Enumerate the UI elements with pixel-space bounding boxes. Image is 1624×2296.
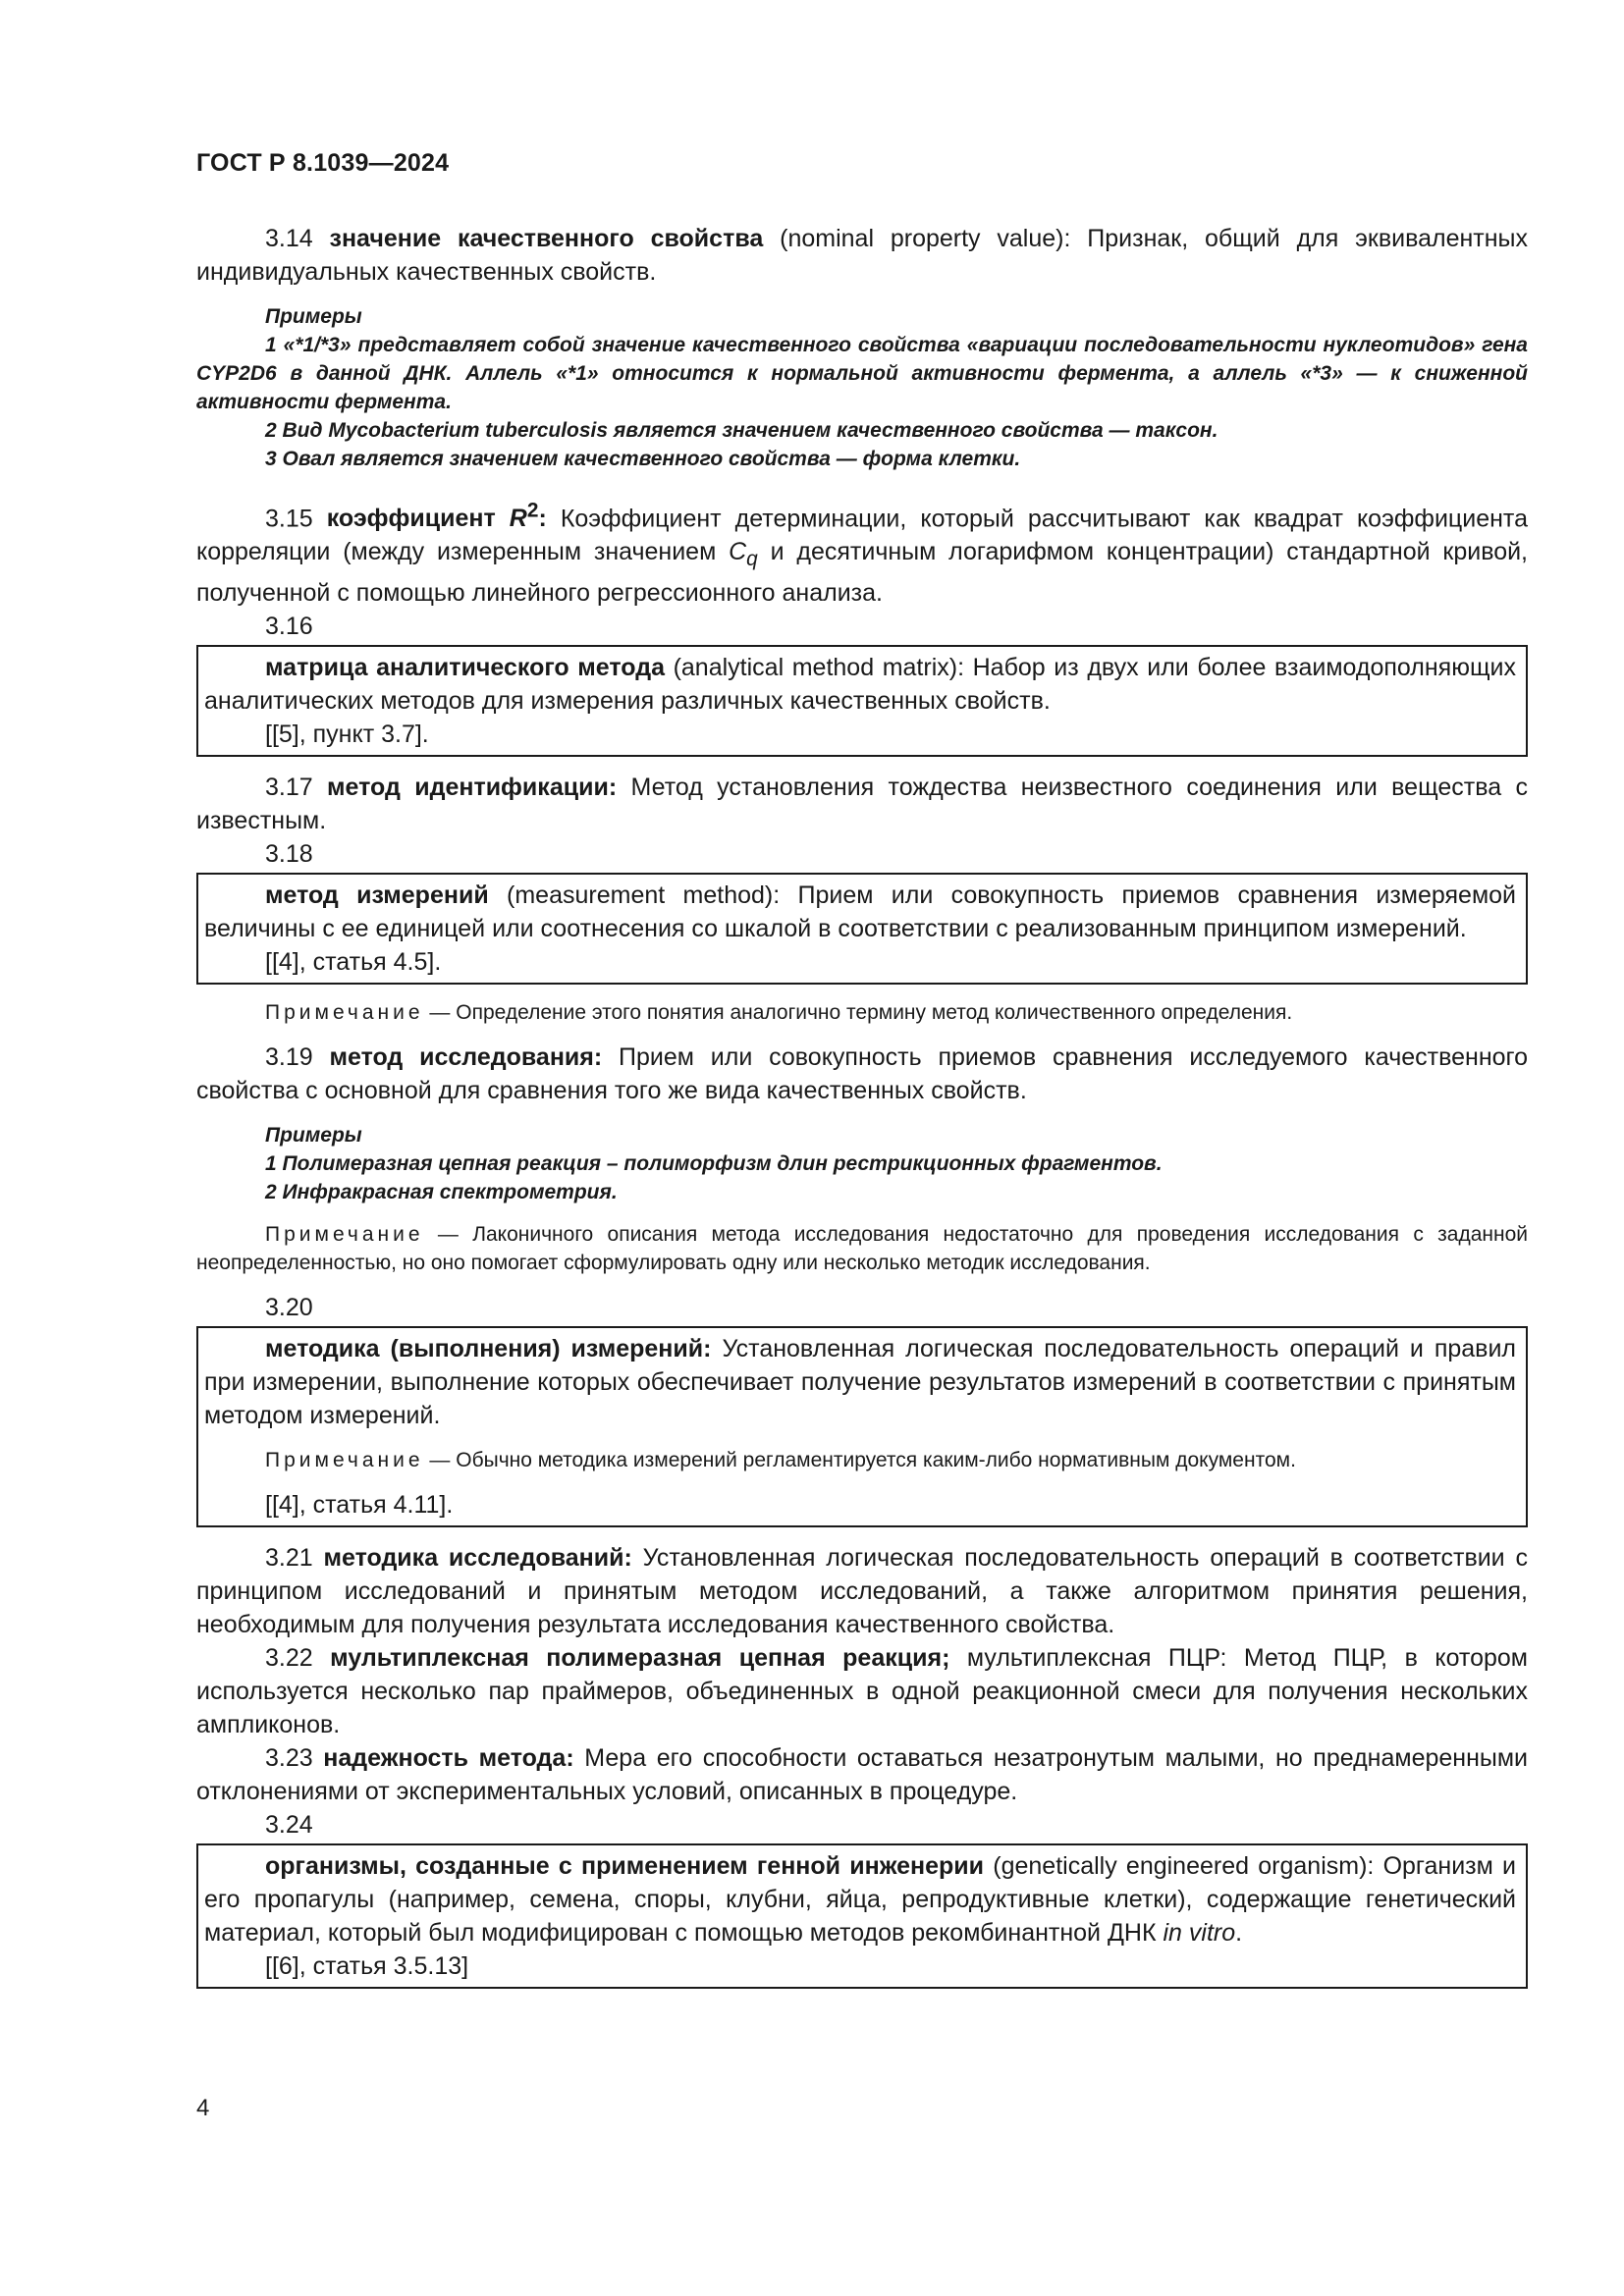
entry-3-18: [204, 879, 1516, 945]
entry-definition: Мера его способности оставаться незатронутым малыми, но преднамеренными отклонениями от экспериментальных условий, описанных в процедуре.: [196, 1744, 1529, 1806]
entry-note: Примечание — Обычно методика измерений регламентируется каким-либо нормативным документом.: [265, 1449, 1296, 1472]
example-item: 2 Инфракрасная спектрометрия.: [265, 1181, 618, 1204]
entry-reference: [[5], пункт 3.7].: [265, 721, 429, 749]
examples-title: Примеры: [265, 305, 362, 328]
example-item: 1 Полимеразная цепная реакция – полиморфизм длин рестрикционных фрагментов.: [265, 1152, 1163, 1176]
note-label: Примечание: [265, 1449, 424, 1472]
entry-definition: Организм и его пропагулы (например, семена, споры, клубни, яйца, репродуктивные клетки), содержащие генетический материал, который был модифицирован с помощью методов рекомбинантной ДНК: [204, 1852, 1516, 1948]
entry-3-24: организмы, созданные с применением генной инженерии (genetically engineered organism): Организм и его пропагулы (например, семена, споры, клубни, яйца, репродуктивные клетки), содержащие генетический материал, который был модифицирован с помощью методов рекомбинантной ДНК in vitro.: [204, 1852, 1516, 1948]
entry-number: 3.16: [265, 613, 313, 641]
entry-number: 3.14: [265, 225, 313, 252]
entry-definition: мультиплексная ПЦР: Метод ПЦР, в котором используется несколько пар праймеров, объединенных в одной реакционной смеси для получения нескольких ампликонов.: [196, 1644, 1528, 1739]
entry-3-14: [196, 222, 1528, 289]
entry-term: значение качественного свойства: [329, 225, 764, 252]
entry-number: 3.17: [265, 774, 313, 802]
example-item: 2 Вид Mycobacterium tuberculosis является значением качественного свойства — таксон.: [265, 419, 1218, 442]
entry-term: метод исследования:: [329, 1043, 603, 1072]
entry-term: организмы, созданные с применением генной инженерии: [265, 1852, 985, 1881]
entry-reference: [[4], статья 4.11].: [265, 1491, 454, 1520]
entry-term: методика (выполнения) измерений:: [265, 1335, 712, 1363]
entry-3-17: [196, 771, 1528, 837]
entry-term: мультиплексная полимеразная цепная реакция;: [330, 1644, 950, 1673]
entry-number: 3.19: [265, 1043, 313, 1072]
entry-english-term: (genetically engineered organism):: [993, 1852, 1375, 1881]
entry-3-16-box: [196, 645, 1528, 757]
entry-english-term: (nominal property value):: [780, 225, 1071, 252]
entry-number: 3.21: [265, 1544, 313, 1573]
entry-3-18-box: [196, 873, 1528, 985]
entry-number: 3.20: [265, 1294, 313, 1322]
page-number: 4: [196, 2095, 210, 2121]
entry-3-19: [196, 1041, 1528, 1107]
entry-number: 3.22: [265, 1644, 313, 1673]
entry-definition: Коэффициент детерминации, который рассчитывают как квадрат коэффициента корреляции (между измеренным значением: [196, 505, 1528, 566]
note-label: Примечание: [265, 1223, 424, 1247]
entry-definition: Прием или совокупность приемов сравнения измеряемой величины с ее единицей или соотнесения со шкалой в соответствии с реализованным принципом измерений.: [204, 881, 1517, 943]
entry-reference: [[6], статья 3.5.13]: [265, 1952, 469, 1981]
example-item: 1 «*1/*3» представляет собой значение качественного свойства «вариации последовательности нуклеотидов» гена CYP2D6 в данной ДНК. Аллель «*1» относится к нормальной активности фермента, а аллель «*3» — к сниженной активности фермента.: [196, 334, 1528, 413]
entry-definition: Метод установления тождества неизвестного соединения или вещества с известным.: [196, 774, 1528, 835]
entry-reference: [[4], статья 4.5].: [265, 948, 442, 977]
document-content: [196, 222, 1528, 1989]
entry-english-term: (measurement method):: [507, 881, 781, 910]
entry-3-20: [204, 1332, 1516, 1432]
document-page: [196, 0, 1528, 2296]
entry-number: 3.24: [265, 1811, 313, 1840]
entry-definition: Прием или совокупность приемов сравнения исследуемого качественного свойства с основной для сравнения того же вида качественных свойств.: [196, 1043, 1529, 1105]
entry-3-20-box: [196, 1326, 1528, 1527]
entry-number: 3.23: [265, 1744, 313, 1773]
examples-title: Примеры: [265, 1124, 362, 1148]
entry-definition: Признак, общий для эквивалентных индивидуальных качественных свойств.: [196, 225, 1528, 286]
entry-3-23: [196, 1741, 1528, 1808]
example-item: 3 Овал является значением качественного свойства — форма клетки.: [265, 448, 1021, 470]
entry-term: метод идентификации:: [327, 774, 618, 802]
entry-3-22: [196, 1641, 1528, 1741]
entry-note: Примечание — Лаконичного описания метода исследования недостаточно для проведения исследования с заданной неопределенностью, но оно помогает сформулировать одну или несколько методик исследования.: [196, 1223, 1528, 1275]
entry-3-21: [196, 1541, 1528, 1641]
entry-definition: Установленная логическая последовательность операций в соответствии с принципом исследований и принятым методом исследований, а также алгоритмом принятия решения, необходимым для получения результата исследования качественного свойства.: [196, 1544, 1528, 1639]
entry-term: матрица аналитического метода: [265, 654, 665, 682]
entry-term: надежность метода:: [323, 1744, 574, 1773]
entry-note: Примечание — Определение этого понятия аналогично термину метод количественного определения.: [265, 1001, 1293, 1025]
entry-3-15: 3.15 коэффициент $R^2$: Коэффициент детерминации, который рассчитывают как квадрат коэффициента корреляции (между измеренным значением $C_q$ и десятичным логарифмом концентрации) стандартной кривой, полученной с помощью линейного регрессионного анализа.: [196, 500, 1529, 608]
entry-term: коэффициент $R^2$:: [326, 500, 547, 533]
entry-number: 3.18: [265, 840, 313, 869]
entry-definition: Установленная логическая последовательность операций и правил при измерении, выполнение которых обеспечивает получение результатов измерений в соответствии с принятым методом измерений.: [204, 1335, 1516, 1430]
entry-number: 3.15: [265, 505, 313, 533]
entry-3-16: [204, 651, 1516, 718]
document-header: ГОСТ Р 8.1039—2024: [196, 149, 450, 177]
entry-definition: Набор из двух или более взаимодополняющих аналитических методов для измерения различных качественных свойств.: [204, 654, 1516, 716]
note-label: Примечание: [265, 1001, 424, 1025]
entry-english-term: (analytical method matrix):: [673, 654, 965, 682]
entry-term: метод измерений: [265, 881, 489, 910]
entry-3-24-box: [196, 1843, 1528, 1989]
entry-term: методика исследований:: [323, 1544, 632, 1573]
